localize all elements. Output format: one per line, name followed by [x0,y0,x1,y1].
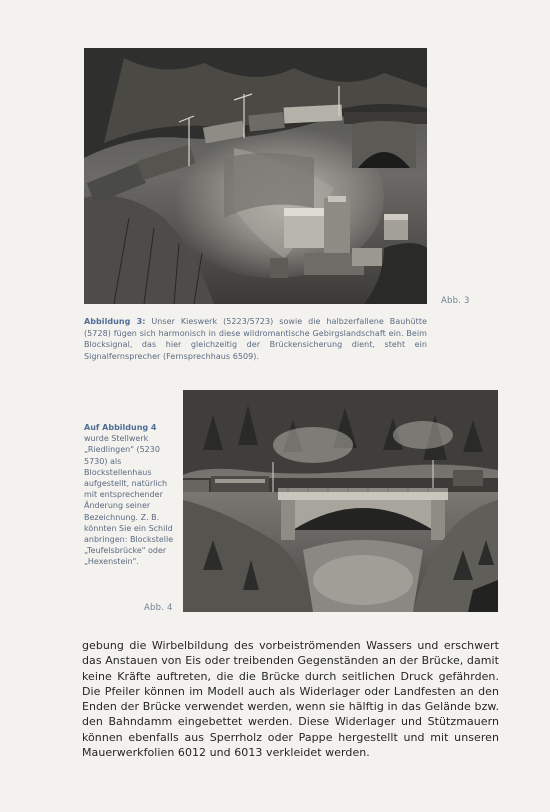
photo-abb-3 [84,48,427,304]
figure-3-caption-lead: Abbildung 3: [84,317,146,326]
figure-4-caption [84,422,176,568]
photo-abb-4 [183,390,498,612]
photo-abb-4-image [183,390,498,612]
photo-abb-3-image [84,48,427,304]
figure-3-caption-text: Unser Kieswerk (5223/5723) sowie die halbzerfallene Bauhütte (5728) fügen sich harmonisch in diese wildromantische Gebirgslandschaft ein. Beim Blocksignal, das hier gleichzeitig der Brückensicherung dient, steht ein Signalfernsprecher (Fernsprechhaus 6509). [84,317,427,361]
figure-4-caption-lead: Auf Abbildung 4 [84,423,157,432]
figure-4-label: Abb. 4 [144,603,173,613]
figure-3-caption [84,316,427,362]
body-paragraph: gebung die Wirbelbildung des vorbeiströmenden Wassers und erschwert das Anstauen von Eis oder treibenden Gegenständen an der Brücke, damit keine Kräfte auftreten, die die Brücke durch seitlichen Druck gefährden. Die Pfeiler können im Modell auch als Widerlager oder Landfesten an den Enden der Brücke verwendet werden, wenn sie hälftig in das Gelände bzw. den Bahndamm eingebettet werden. Diese Widerlager und Stützmauern können ebenfalls aus Sperrholz oder Pappe hergestellt und mit unseren Mauerwerkfolien 6012 und 6013 verkleidet werden. [82,639,499,760]
figure-4-caption-text: wurde Stellwerk „Riedlingen" (5230 5730) als Blockstellenhaus aufgestellt, natürlich mit entsprechender Änderung seiner Bezeichnung. Z. B. könnten Sie ein Schild anbringen: Blockstelle „Teufelsbrücke" oder „Hexenstein". [84,434,174,567]
figure-3-label: Abb. 3 [441,296,470,306]
